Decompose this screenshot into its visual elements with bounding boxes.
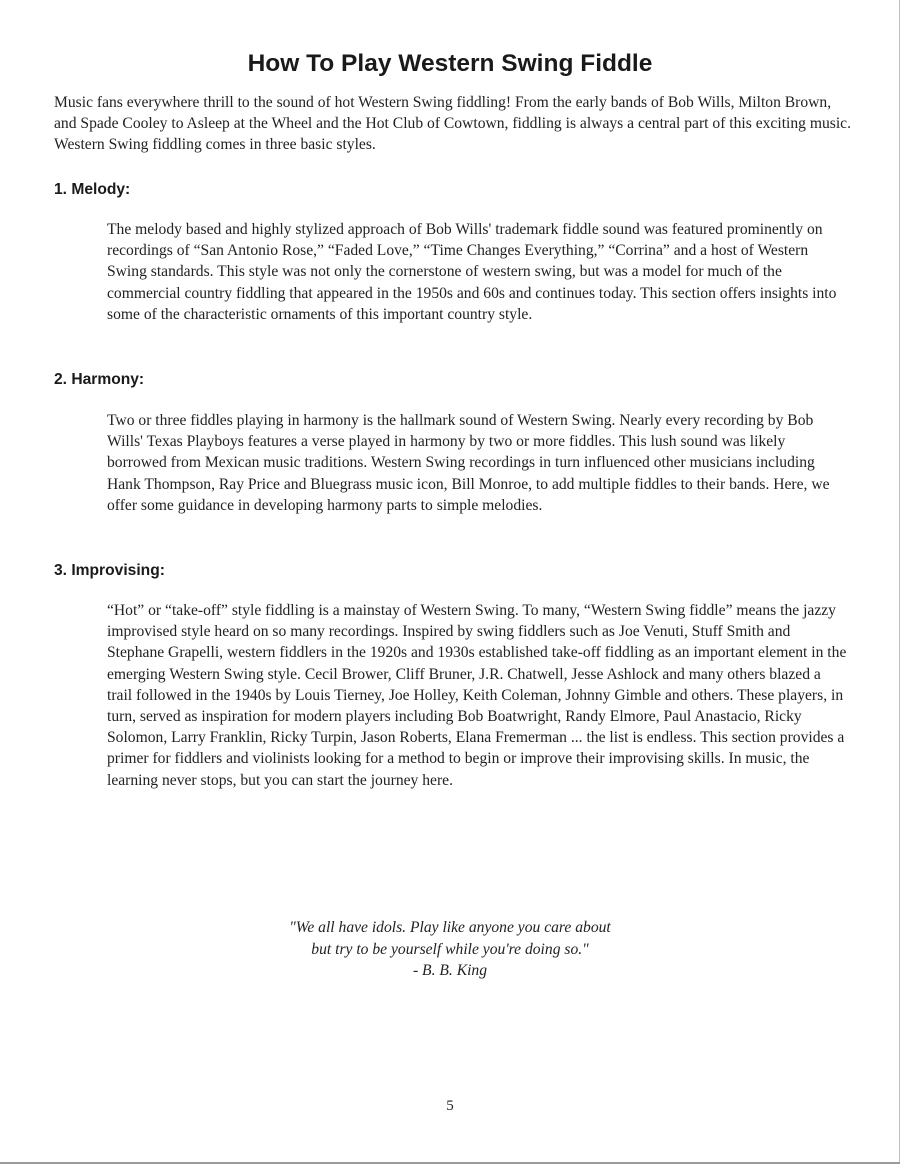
- section-body-melody: The melody based and highly stylized approach of Bob Wills' trademark fiddle sound was featured prominently on recordings of “San Antonio Rose,” “Faded Love,” “Time Changes Everything,” “Corrina” and a host of Western Swing standards. This style was not only the cornerstone of western swing, but was a model for much of the commercial country fiddling that appeared in the 1950s and 60s and continues today. This section offers insights into some of the characteristic ornaments of this important country style.: [107, 221, 837, 323]
- quote-attribution: - B. B. King: [412, 962, 488, 979]
- intro-paragraph: Music fans everywhere thrill to the sound of hot Western Swing fiddling! From the early bands of Bob Wills, Milton Brown, and Spade Cooley to Asleep at the Wheel and the Hot Club of Cowtown, fiddling is always a central part of this exciting music. Western Swing fiddling comes in three basic styles.: [54, 94, 851, 154]
- section-body-harmony: Two or three fiddles playing in harmony is the hallmark sound of Western Swing. Nearly every recording by Bob Wills' Texas Playboys features a verse played in harmony by two or more fiddles. This lush sound was likely borrowed from Mexican music traditions. Western Swing recordings in turn influenced other musicians including Hank Thompson, Ray Price and Bluegrass music icon, Bill Monroe, to add multiple fiddles to their bands. Here, we offer some guidance in developing harmony parts to simple melodies.: [107, 412, 830, 514]
- section-heading-melody: 1. Melody:: [54, 181, 131, 198]
- section-heading-improvising: 3. Improvising:: [54, 562, 165, 579]
- quote-line-2: but try to be yourself while you're doing so.": [311, 940, 589, 958]
- section-body-improvising: “Hot” or “take-off” style fiddling is a mainstay of Western Swing. To many, “Western Swing fiddle” means the jazzy improvised style heard on so many recordings. Inspired by swing fiddlers such as Joe Venuti, Stuff Smith and Stephane Grapelli, western fiddlers in the 1920s and 1930s established take-off fiddling as an important element in the emerging Western Swing style. Cecil Brower, Cliff Bruner, J.R. Chatwell, Jesse Ashlock and many others blazed a trail followed in the 1940s by Louis Tierney, Joe Holley, Keith Coleman, Johnny Gimble and others. These players, in turn, served as inspiration for modern players including Bob Boatwright, Randy Elmore, Paul Anastacio, Ricky Solomon, Larry Franklin, Ricky Turpin, Jason Roberts, Elana Fremerman ... the list is endless. This section provides a primer for fiddlers and violinists looking for a method to begin or improve their improvising skills. In music, the learning never stops, but you can start the journey here.: [107, 602, 847, 789]
- section-heading-harmony: 2. Harmony:: [54, 371, 145, 388]
- closing-quote: [0, 917, 900, 982]
- page-number: 5: [446, 1098, 454, 1114]
- page-title: How To Play Western Swing Fiddle: [247, 50, 653, 77]
- quote-line-1: "We all have idols. Play like anyone you care about: [289, 919, 611, 936]
